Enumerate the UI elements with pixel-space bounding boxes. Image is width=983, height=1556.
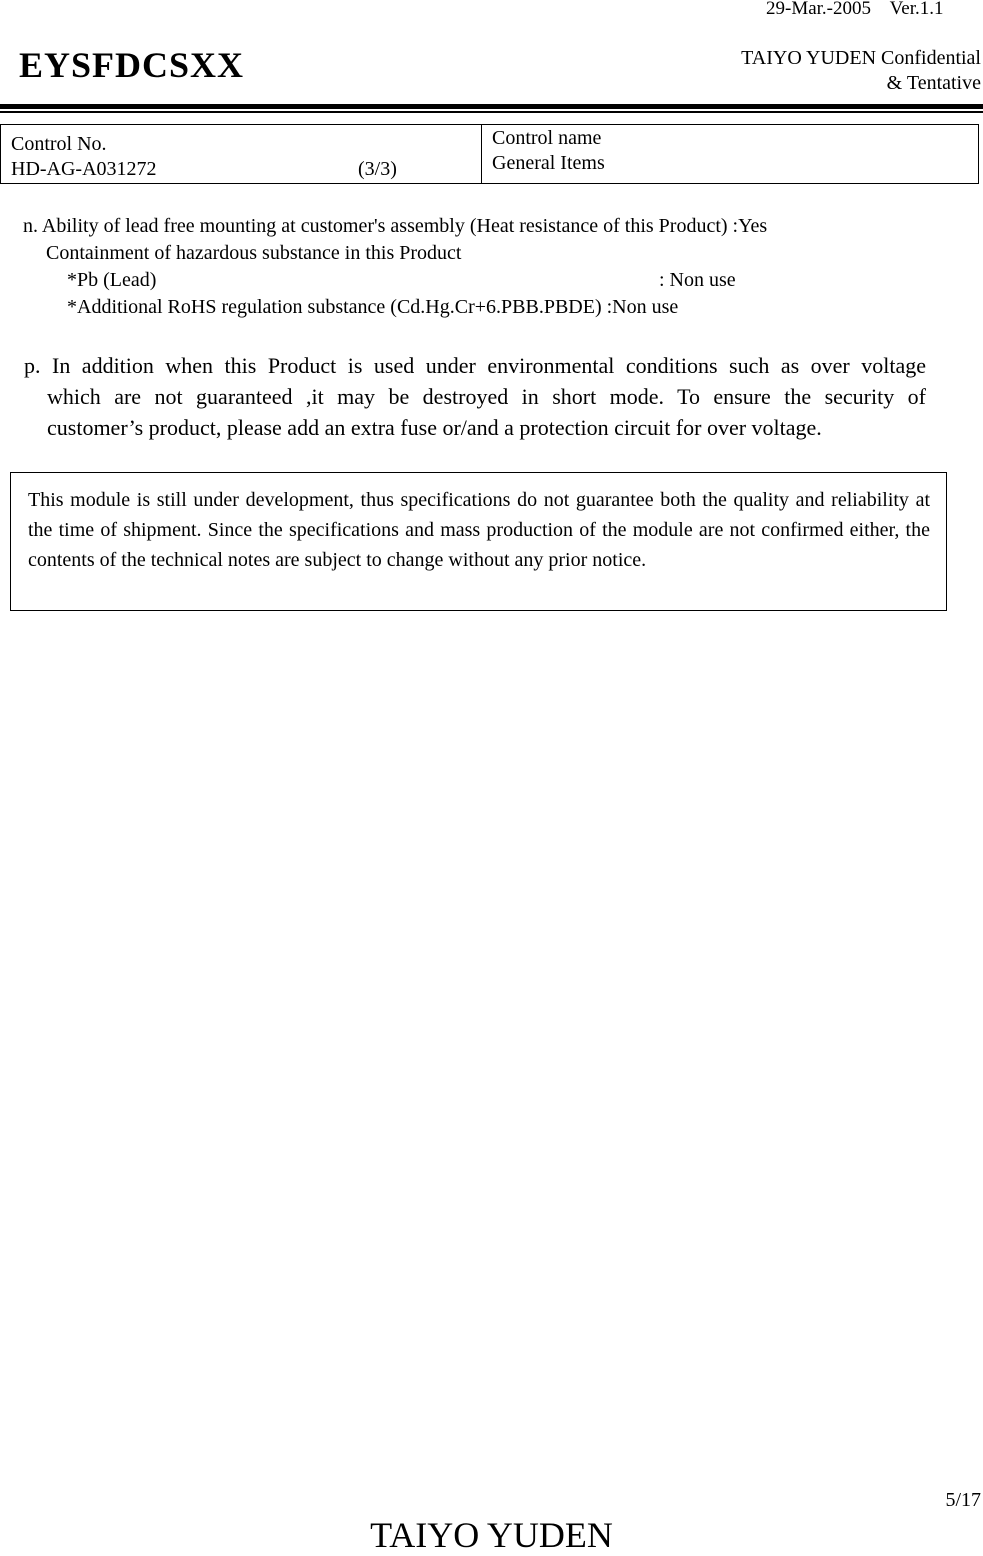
control-no-cell <box>1 125 482 183</box>
section-p-line-3: customer’s product, please add an extra fuse or/and a protection circuit for over voltage. <box>47 415 822 440</box>
date-version: 29-Mar.-2005 Ver.1.1 <box>766 0 944 19</box>
tentative-label: & Tentative <box>886 72 981 94</box>
control-table <box>0 124 979 184</box>
control-name-cell <box>482 125 978 183</box>
section-n-containment: Containment of hazardous substance in this Product <box>46 242 462 264</box>
section-p-paragraph <box>24 350 926 443</box>
section-page-indicator: (3/3) <box>358 158 397 180</box>
control-name-value: General Items <box>492 152 605 174</box>
control-no-value: HD-AG-A031272 <box>11 158 157 180</box>
model-title: EYSFDCSXX <box>19 45 245 85</box>
control-name-label: Control name <box>492 127 602 149</box>
page-number: 5/17 <box>945 1489 981 1511</box>
section-p-line-2: which are not guaranteed ,it may be destroyed in short mode. To ensure the security of <box>47 384 926 409</box>
footer-company-name: TAIYO YUDEN <box>370 1515 613 1555</box>
pb-label: *Pb (Lead) <box>67 269 157 291</box>
section-p-line-1: p. In addition when this Product is used under environmental conditions such as over voltage <box>24 353 926 378</box>
header-rule-thick <box>0 104 983 109</box>
control-no-label: Control No. <box>11 133 107 155</box>
confidential-label: TAIYO YUDEN Confidential <box>741 47 981 69</box>
pb-value: : Non use <box>659 269 736 291</box>
section-n-heading: n. Ability of lead free mounting at customer's assembly (Heat resistance of this Product) :Yes <box>23 215 768 237</box>
development-notice-box <box>10 472 947 611</box>
rohs-line: *Additional RoHS regulation substance (Cd.Hg.Cr+6.PBB.PBDE) :Non use <box>67 296 679 318</box>
development-notice-text: This module is still under development, thus specifications do not guarantee both the quality and reliability at the time of shipment. Since the specifications and mass production of the module are not confirmed either, the contents of the technical notes are subject to change without any prior notice. <box>28 489 930 571</box>
header-rule-thin <box>0 111 983 113</box>
